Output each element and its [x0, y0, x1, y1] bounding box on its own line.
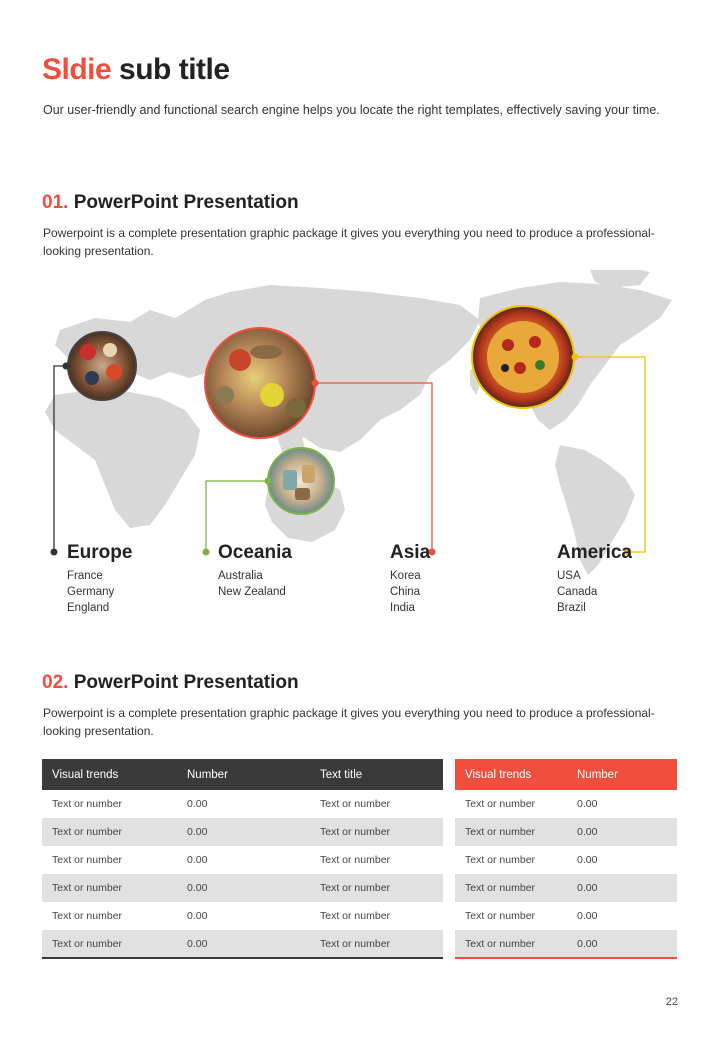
region-america-item: Canada — [557, 586, 598, 598]
table-cell: 0.00 — [187, 910, 208, 922]
column-header: Visual trends — [455, 759, 567, 790]
table-cell: Text or number — [42, 818, 177, 846]
data-table-right — [455, 759, 677, 959]
table-row — [455, 846, 677, 874]
data-table-left — [42, 759, 443, 959]
column-header: Number — [177, 759, 310, 790]
table-cell: Text or number — [310, 818, 443, 846]
table-row — [42, 790, 443, 818]
table-cell: 0.00 — [177, 930, 310, 958]
table-row — [455, 818, 677, 846]
table-cell: Text or number — [455, 874, 567, 902]
table-cell: Text or number — [455, 818, 567, 846]
column-header: Text title — [310, 759, 443, 790]
table-cell: Text or number — [320, 798, 391, 810]
page-title-rest: sub title — [111, 53, 230, 86]
region-europe-item: France — [67, 570, 103, 582]
table-row — [455, 874, 677, 902]
region-oceania-item: New Zealand — [218, 586, 286, 598]
table-row — [42, 846, 443, 874]
table-cell: Text or number — [465, 798, 536, 810]
table-cell: Text or number — [52, 910, 123, 922]
region-europe-item: Germany — [67, 586, 115, 598]
table-cell: Text or number — [52, 854, 123, 866]
section-1-heading: PowerPoint Presentation — [68, 192, 299, 213]
section-1-number: 01. — [42, 192, 69, 213]
section-2-number: 02. — [42, 672, 69, 693]
table-row — [42, 902, 443, 930]
table-cell: Text or number — [320, 854, 391, 866]
region-markers — [51, 549, 632, 556]
region-asia-item: China — [390, 586, 421, 598]
region-america — [557, 542, 632, 616]
table-cell: Text or number — [310, 930, 443, 958]
europe-marker — [51, 549, 58, 556]
table-cell: 0.00 — [577, 798, 598, 810]
table-row — [42, 874, 443, 902]
column-header: Visual trends — [42, 759, 177, 790]
section-2-heading: PowerPoint Presentation — [68, 672, 299, 693]
region-asia-name: Asia — [390, 542, 431, 563]
table-header-row — [455, 759, 677, 790]
region-oceania — [218, 542, 292, 600]
table-cell: 0.00 — [187, 854, 208, 866]
section-2-title — [42, 671, 299, 695]
table-cell: Text or number — [465, 854, 536, 866]
table-cell: 0.00 — [177, 874, 310, 902]
table-cell: 0.00 — [567, 930, 677, 958]
region-oceania-item: Australia — [218, 570, 263, 582]
oceania-marker — [203, 549, 210, 556]
table-cell: Text or number — [42, 930, 177, 958]
world-map — [0, 270, 720, 580]
table-cell: Text or number — [52, 798, 123, 810]
section-1-text: Powerpoint is a complete presentation graphic package it gives you everything you need to produce a professional-looking presentation. — [43, 226, 655, 258]
table-header-row — [42, 759, 443, 790]
table-cell: 0.00 — [577, 910, 598, 922]
region-asia — [390, 542, 430, 616]
region-america-item: Brazil — [557, 602, 586, 614]
table-row — [42, 930, 443, 958]
table-cell: Text or number — [310, 874, 443, 902]
section-1-title — [42, 191, 299, 215]
table-row — [455, 930, 677, 958]
region-europe-item: England — [67, 602, 110, 614]
region-asia-item: Korea — [390, 570, 421, 582]
region-america-name: America — [557, 542, 632, 563]
table-cell: 0.00 — [577, 854, 598, 866]
page-intro: Our user-friendly and functional search engine helps you locate the right templates, effectively saving your time. — [43, 103, 660, 117]
table-row — [455, 790, 677, 818]
region-europe-name: Europe — [67, 542, 133, 563]
page-title — [42, 52, 230, 88]
table-cell: 0.00 — [187, 798, 208, 810]
column-header: Number — [567, 759, 677, 790]
table-cell: 0.00 — [567, 874, 677, 902]
region-europe — [67, 542, 132, 616]
table-cell: Text or number — [465, 910, 536, 922]
region-america-item: USA — [557, 570, 581, 582]
continents — [45, 270, 672, 575]
table-cell: Text or number — [42, 874, 177, 902]
region-oceania-name: Oceania — [218, 542, 292, 563]
page-number: 22 — [665, 996, 678, 1008]
table-cell: 0.00 — [177, 818, 310, 846]
section-2-text: Powerpoint is a complete presentation graphic package it gives you everything you need to produce a professional-looking presentation. — [43, 706, 655, 738]
table-cell: 0.00 — [567, 818, 677, 846]
region-asia-item: India — [390, 602, 415, 614]
table-row — [42, 818, 443, 846]
table-row — [455, 902, 677, 930]
table-cell: Text or number — [455, 930, 567, 958]
table-cell: Text or number — [320, 910, 391, 922]
page-title-accent: Sldie — [42, 53, 112, 86]
africa-landmass — [45, 390, 200, 528]
